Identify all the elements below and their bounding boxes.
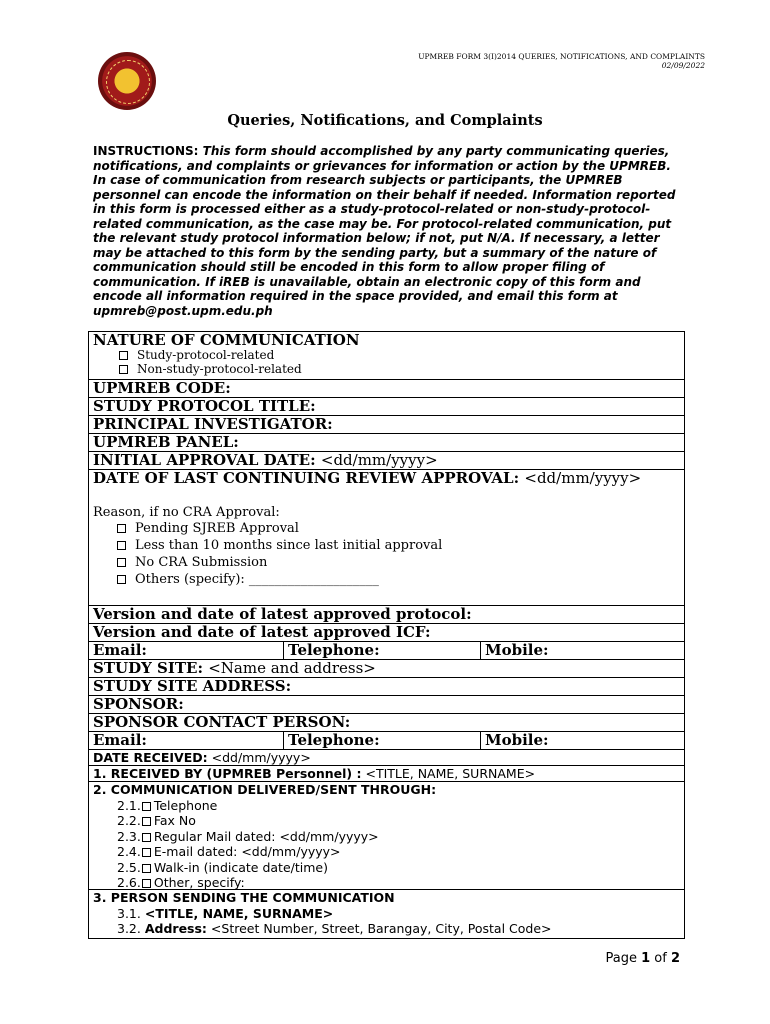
page-number: Page 1 of 2 [605, 951, 680, 966]
form-code: UPMREB FORM 3(I)2014 QUERIES, NOTIFICATIONS, AND COMPLAINTS [418, 52, 705, 61]
checkbox-icon[interactable] [117, 575, 126, 584]
form-table [88, 331, 685, 939]
delivered-option[interactable]: 2.5. Walk-in (indicate date/time) [117, 859, 328, 875]
checkbox-icon[interactable] [142, 848, 151, 857]
checkbox-icon[interactable] [117, 541, 126, 550]
checkbox-icon[interactable] [142, 817, 151, 826]
nature-label: NATURE OF COMMUNICATION [93, 331, 360, 349]
sponsor-contact-row [89, 732, 684, 750]
mobile-field[interactable]: Mobile: [485, 731, 549, 749]
reason-option[interactable]: Less than 10 months since last initial approval [93, 537, 684, 554]
sponsor-field[interactable]: SPONSOR: [89, 696, 684, 714]
received-by-field[interactable]: 1. RECEIVED BY (UPMREB Personnel) : <TITLE, NAME, SURNAME> [89, 766, 684, 782]
instructions [93, 144, 678, 318]
sender-name-field[interactable]: 3.1. <TITLE, NAME, SURNAME> [117, 905, 334, 921]
reason-option[interactable]: Others (specify): ____________________ [93, 571, 684, 588]
sender-section [89, 890, 684, 938]
delivered-section [89, 782, 684, 890]
checkbox-icon[interactable] [117, 524, 126, 533]
version-protocol-field[interactable]: Version and date of latest approved protocol: [89, 606, 684, 624]
reason-option[interactable]: Pending SJREB Approval [93, 520, 684, 537]
initial-approval-field[interactable]: INITIAL APPROVAL DATE: <dd/mm/yyyy> [89, 452, 684, 470]
version-icf-field[interactable]: Version and date of latest approved ICF: [89, 624, 684, 642]
delivered-option[interactable]: 2.2. Fax No [117, 813, 196, 828]
reason-option[interactable]: No CRA Submission [93, 554, 684, 571]
nature-option[interactable]: Study-protocol-related [93, 349, 684, 363]
instructions-lead: INSTRUCTIONS: [93, 144, 199, 158]
delivered-option[interactable]: 2.3. Regular Mail dated: <dd/mm/yyyy> [117, 828, 379, 844]
checkbox-icon[interactable] [119, 365, 128, 374]
instructions-body: This form should accomplished by any party communicating queries, notifications, and complaints or grievances for information or action by the UPMREB. In case of communication from research subjects or participants, the UPMREB personnel can encode the information on their behalf if needed. Information reported in this form is processed either as a study-protocol-related or non-study-protocol-related communication, as the case may be. For protocol-related communication, put the relevant study protocol information below; if not, put N/A. If necessary, a letter may be attached to this form by the sending party, but a summary of the nature of communication should still be encoded in this form to allow proper filing of communication. If iREB is unavailable, obtain an electronic copy of this form and encode all information required in the space provided, and email this form at upmreb@post.upm.edu.ph [93, 144, 676, 318]
page-title: Queries, Notifications, and Complaints [227, 112, 543, 129]
checkbox-icon[interactable] [117, 558, 126, 567]
study-title-field[interactable]: STUDY PROTOCOL TITLE: [89, 398, 684, 416]
email-field[interactable]: Email: [89, 732, 284, 749]
checkbox-icon[interactable] [119, 351, 128, 360]
sender-label: 3. PERSON SENDING THE COMMUNICATION [93, 890, 395, 905]
reason-label: Reason, if no CRA Approval: [93, 505, 280, 520]
form-date: 02/09/2022 [661, 61, 705, 70]
telephone-field[interactable]: Telephone: [284, 642, 481, 659]
sender-address-field[interactable]: 3.2. Address: <Street Number, Street, Barangay, City, Postal Code> [117, 921, 552, 936]
panel-field[interactable]: UPMREB PANEL: [89, 434, 684, 452]
checkbox-icon[interactable] [142, 879, 151, 888]
delivered-option[interactable]: 2.6. Other, specify: [117, 875, 245, 890]
pi-field[interactable]: PRINCIPAL INVESTIGATOR: [89, 416, 684, 434]
nature-option[interactable]: Non-study-protocol-related [93, 363, 684, 377]
delivered-label: 2. COMMUNICATION DELIVERED/SENT THROUGH: [93, 782, 437, 797]
checkbox-icon[interactable] [142, 802, 151, 811]
cra-field[interactable]: DATE OF LAST CONTINUING REVIEW APPROVAL: <dd/mm/yyyy> [93, 469, 642, 487]
study-site-address-field[interactable]: STUDY SITE ADDRESS: [89, 678, 684, 696]
email-field[interactable]: Email: [89, 642, 284, 659]
telephone-field[interactable]: Telephone: [284, 732, 481, 749]
university-seal-icon [98, 52, 156, 110]
form-header [418, 52, 705, 70]
upmreb-code-field[interactable]: UPMREB CODE: [89, 380, 684, 398]
nature-row [89, 332, 684, 380]
delivered-option[interactable]: 2.1. Telephone [117, 797, 218, 813]
checkbox-icon[interactable] [142, 833, 151, 842]
sponsor-contact-field[interactable]: SPONSOR CONTACT PERSON: [89, 714, 684, 732]
contact-row [89, 642, 684, 660]
delivered-option[interactable]: 2.4. E-mail dated: <dd/mm/yyyy> [117, 844, 341, 859]
date-received-field[interactable]: DATE RECEIVED: <dd/mm/yyyy> [89, 750, 684, 766]
study-site-field[interactable]: STUDY SITE: <Name and address> [89, 660, 684, 678]
mobile-field[interactable]: Mobile: [485, 641, 549, 659]
checkbox-icon[interactable] [142, 864, 151, 873]
cra-section [89, 470, 684, 606]
